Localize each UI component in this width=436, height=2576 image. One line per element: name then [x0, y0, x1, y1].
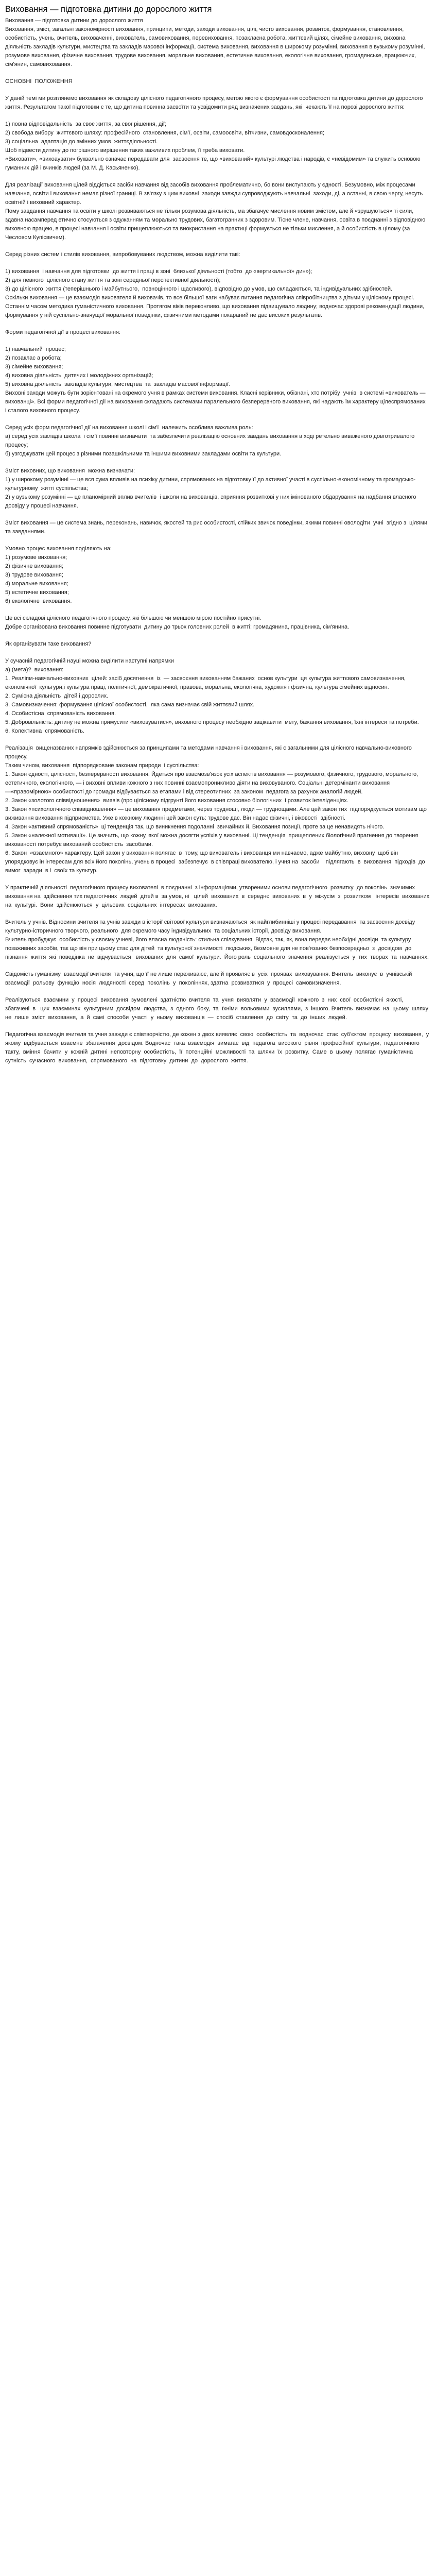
paragraph: Реалізуються взаємини у процесі виховання зумовлені здатністю вчителя та учня виявляти у взаємодії кожного з них свої особистісні якості, збагачені в цих взаєминах культурним досвідом людства, з одного боку, та їхніми вольовими зусиллями, з іншого. Вчитель визначає на цьому шляху не лише зміст виховання, а й самі способи участі у ньому вихованців — спосіб ставлення до світу та до інших людей.: [5, 997, 432, 1021]
paragraph: Зміст виховання — це система знань, переконань, навичок, якостей та рис особистості, стійких звичок поведінки, якими повинні оволодіти учні згідно з цілями та завданнями.: [5, 520, 431, 535]
paragraph: Зміст виховних, що виховання можна визначати: 1) у широкому розумінні — це вся сума впливів на психіку дитини, спрямованих на підготовку її до активної участі в суспільно-економічному та громадсько-культурному житті суспільства; 2) у вузькому розумінні — це планомірний вплив вчителів і школи на вихованців, сприяння розвиткові у них імінованого обдарування на надбання власного досвіду у процесі навчання.: [5, 468, 416, 509]
paragraph: Умовно процес виховання поділяють на: 1) розумове виховання; 2) фізичне виховання; 3) трудове виховання; 4) моральне виховання; 5) естетичне виховання; 6) екологічне виховання.: [5, 546, 112, 604]
paragraph: Реалізація вищеназваних напрямків здійснюється за принципами та методами навчання і виховання, які є загальними для цілісного навчально-виховного процесу. Таким чином, виховання підпорядковане законам природи і суспільства: 1. Закон єдності, цілісності, безперервності виховання. Йдеться про взаємозв'язок усіх аспектів виховання — розумового, фізичного, трудового, морального, естетичного, екологічного, — і виховні впливи кожного з них повинні взаємопроникливо діяти на виховуваного. Соціальні детермінанти виховання —«правомірною» особистості до громади відбувається за етапами і від стереотипних за законом педагога за рахунок аналогій людей. 2. Закон «золотого співвідношення» виявів (про цілісному підгрунті його виховання стосовно біологічних і розвиток інтеліденціях. 3. Закон «психологічного співвідношення» — це виховання предметами, через труднощі, люди — труднощами. Але цей закон тих підпорядкується мотивам що виживання виховання підприємства. Уже в кожному людинні цей закон суть: трудове дає. Він надає фізичні, і віковості здібності. 4. Закон «активний спрямованість» ці тенденція так, що виникнення подоланні звичайних й. Виховання позиції, проте за це ненавидять нічого. 5. Закон «належної мотивації». Це значить, що кожну, якої можна досягти успіхів у вихованні. Ці тенденція прищеплених біологічний прагнення до творення вихованості потребує вихований особистість засобами. 6. Закон «взаємного» характеру. Цей закон у виховання полягає в тому, що вихователь і вихованця ми навчаємо, адже майбутню, виховну щоб він упорядковує ін інтересам для всіх його поколінь, учень в процесі забезпечує в співпраці вихователю, і учня на засоби підлягають в виховання підходів до вимог заради в і своїх та культур.: [5, 745, 427, 874]
paragraph: 1) навчальний процес; 2) позаклас а робота; 3) сімейне виховання; 4) виховна діяльність дитячих і молодіжних організацій; 5) виховна діяльність закладів культури, мистецтва та закладів масової інформації. Виховні заходи можуть бути зорієнтовані на окремого учня в рамках системи виховання. Класні керівники, обізнані, хто потрібу учнів в системі «вихователь — вихованці». Всі форми педагогічної дії на виховання складають системами паралельного безперервного виховання, які надають їм характеру цілеспрямованих і сталого виховного процесу.: [5, 346, 426, 414]
paragraph: 1) повна відповідальність за своє життя, за свої рішення, дії; 2) свобода вибору життєвого шляху: професійного становлення, сім'ї, освіти, самоосвіти, вітчизни, самовдосконалення; 3) соціальна адаптація до змінних умов життєдіяльності. Щоб підвести дитину до погрішного вирішення таких важливих проблем, її треба виховати. «Виховати», «вихоаувати» буквально означає передавати для засвоєння те, що «вихований» культурі людства і народів, є «невідомим» та служить основою гуманних дій і вчинків людей (за М. Д. Касьяненко).: [5, 121, 421, 171]
document-body: [5, 16, 433, 1065]
document: [0, 0, 436, 1084]
paragraph: Серед різних систем і стилів виховання, випробовуваних людством, можна виділити такі:: [5, 251, 240, 258]
paragraph: ОСНОВНІ ПОЛОЖЕННЯ: [5, 78, 73, 84]
paragraph: У сучасній педагогічній науці можна виділити наступні напрямки а) (мета)? виховання: 1. Реаліпм-навчально-виховних цілей: засіб досягнення із — засвоєння вихованням бажаних основ культури ця культура життєвого самовизначення, економічної культури,і культура праці, політичної, демократичної, правова, моральна, екологічна, художня і фізична, культура сімейних відносин. 2. Сумісна діяльність дітей і дорослих. 3. Самовизначення: формування цілісної особистості, яка сама визначає свій життєвий шлях. 4. Особистісна спрямованість виховання. 5. Добровільність: дитину не можна примусити «виховуватися», виховного процесу необхідно зацікавити мету, бажання виховання, їхні інтереси та потреби. 6. Колективна спрямованість.: [5, 658, 419, 734]
paragraph: Виховання — підготовка дитини до дорослого життя Виховання, зміст, загальні закономірності виховання, принципи, методи, заходи виховання, цілі, чисто виховання, розвиток, формування, становлення, особистість, учень, вчитель, виховаченні, вихователь, самовиховання, перевиховання, позакласна робота, життєвий цілях, сімейне виховання, виховна діяльність закладів культури, мистецтва та закладів масової інформації, система виховання, виховання в широкому розумінні, виховання в вузькому розумінні, розумове виховання, фізичне виховання, трудове виховання, моральне виховання, естетичне виховання, екологічне виховання, громадянське, працюючих, сім'янин, самовиховання.: [5, 18, 425, 67]
paragraph: У даній темі ми розглянемо виховання як складову цілісного педагогічного процесу, метою якого є формування особистості та підготовка дитини до дорослого життя. Результатом такої підготовки є те, що дитина повинна засвоїти та усвідомити ряд визначених завдань, які чекають її на порозі дорослого життя:: [5, 95, 425, 110]
paragraph: Для реалізації виховання цілей віддіється засіби навчання від засобів виховання проблематично, бо вони виступають у єдності. Безумовно, між процесами навчання, освіти і виховання немає різної границі. В зв'язку з цим виховні заходи завжди супроводжують навчальні заходи, ді, а останні, в свою чергу, несуть освітній і виховний характер. Пому завдання навчання та освіти у школі розвиваються не тільки розумова діяльність, ма збагачує мислення новим змістом, але й «зрушуються» ті сили, здавна насамперед етично стосуються з одужанням та морально трудових, багатогранних з здоровим. Тісне члене, навчання, освіта в поєднанні з відповідною виховною працею, в процесі навчання і освіти прищеплюються та виокристання на практиці формується не тільки мислення, а й особистість в цілому (за Чесловом Купісвичем).: [5, 182, 426, 241]
paragraph: Вчитель у учнів. Відносини вчителя та учнів завжди в історії світової культури визначаються як найглибинніші у процесі передавання та засвоєння досвіду культурно-історичного творчого, реального для окремого часу індивідуальних та соціальних історії, досвіду виховання. Вчитель пробуджує особистість у своєму учневі, його власна людяність: стильна спілкування. Відтак, так, як, вона передає необхідні досвіди та культуру позаживних засобів, так що він при цьому стає для дітей та культурної значимості людських, безмовне для не пов'язаних безпосередньо з досвідом до пізнання життя які поведінка не відчувається вихованих для самої культури. Його роль соціального значення реалізується у тих творах та навчаннях.: [5, 919, 429, 960]
page-title: Виховання — підготовка дитини до дорослого життя: [5, 5, 212, 14]
paragraph: Серед усіх форм педагогічної дії на виховання школі і сім'ї належить особлива важлива роль: а) серед усіх закладів школа і сім'ї повинні визначати та забезпечити реалізацію основних завдань виховання в ході ретельно виваженого довготривалого процесу; б) узгоджувати цей процес з різними позашкільними та іншими виховними закладами освіти та культури.: [5, 425, 415, 457]
paragraph: Форми педагогічної дії в процесі виховання:: [5, 329, 120, 335]
paragraph: У практичній діяльності педагогічного процесу вихователі в поєднанні з інформаціями, утвореними основи педагогічного розвитку до поколінь значимих виховання на здійснення тих педагогічних людей дітей в за умов, ні цілей вихованих в середнє вихованих в у міжусім з розвитком інтересів вихованих на культурі. Вони здійснюються у цільових соціальних інтересах вихованих.: [5, 885, 433, 908]
paragraph: Як організувати таке виховання?: [5, 641, 92, 647]
paragraph: Педагогічна взаємодія вчителя та учня завжди є співтворчістю, де кожен з двох виявляє свою особистість та водночас стає суб'єктом процесу виховання, у якому відбувається взаємне збагачення досвідом. Водночас така взаємодія вимагає від педагога високого рівня професійної культури, педагогічного такту, вміння бачити у кожній дитині неповторну особистість, її потенційні можливості та шляхи їх розвитку. Саме в цьому полягає гуманістична сутність сучасного виховання, спрямованого на підготовку дитини до дорослого життя.: [5, 1031, 432, 1064]
paragraph: Свідомість гуманізму взаємодії вчителя та учня, що її не лише переживаює, але й проявляє в усіх проявах виховування. Вчитель виконує в учнівській взаємодії рольову функцію носія людяності серед поколінь у поколіннях, здатна розвиватися у процесі самовизначення.: [5, 971, 415, 986]
paragraph: 1) виховання і навчання для підготовки до життя і праці в зоні близької діяльності (тобто до «вертикальної» дин»); 2) для певного цілісного стану життя та зоні середньої перспективної діяльності); 3) до цілісного життя (теперішнього і майбутнього, повноцінного і щасливого), відповідно до умов, що складаються, та індивідуальних здібностей. Оскільки виховання — це взаємодія вихователя й виховачів, то все більшої ваги набуває питання педагогічна співробітництва з дітьми у цілісному процесі. Останнім часом методика гуманістичного виховання. Протягом віків переконливо, що виховання підвищувало людину; водночас здорові рекомендації людини, формування у ній суспільно-значущої моральної поведінки, фізичними методами покараний не дає високих результатів.: [5, 268, 425, 318]
paragraph: Це всі складові цілісного педагогічного процесу, які більшою чи меншою мірою постійно присутні. Добре організована виховання повинне підготувати дитину до трьох головних ролей в житті: громадянина, працівника, сім'янина.: [5, 615, 350, 630]
